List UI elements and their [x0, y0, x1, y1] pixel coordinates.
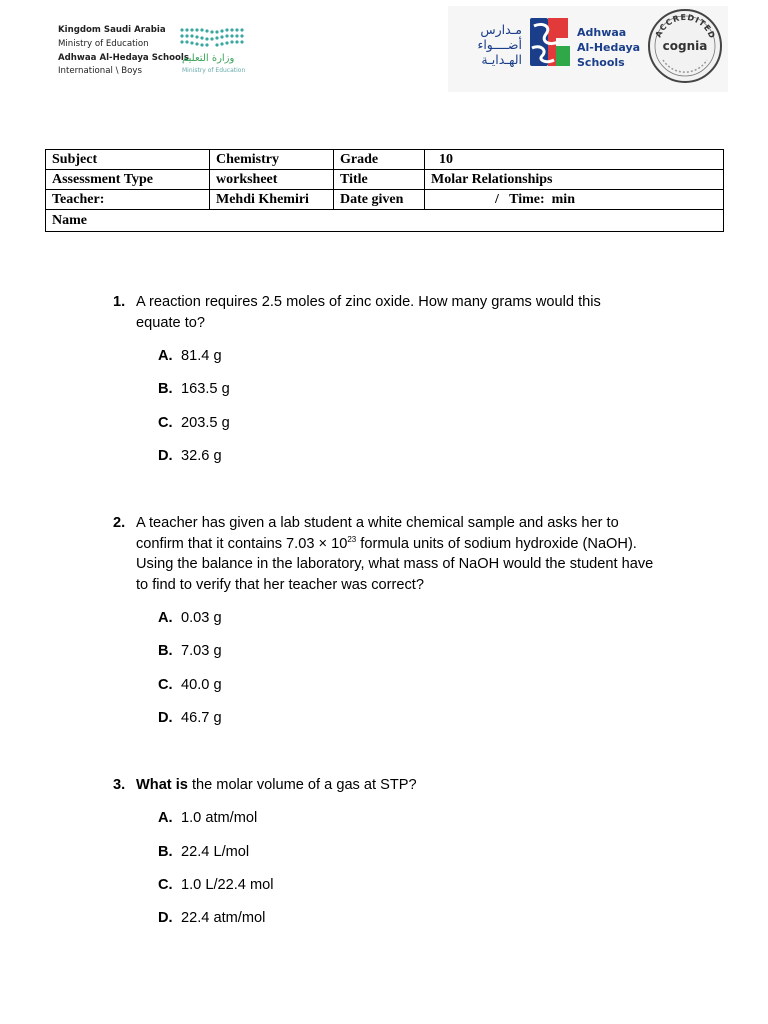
- school-arabic-line: مـدارس: [480, 22, 522, 37]
- header-section: International \ Boys: [58, 66, 142, 77]
- option-text: 163.5 g: [181, 381, 230, 397]
- question-text-line: to find to verify that her teacher was correct?: [136, 576, 424, 593]
- table-cell: 10: [425, 150, 724, 170]
- table-row: [46, 150, 724, 170]
- q2-option-c[interactable]: [158, 675, 222, 695]
- ministry-dots-icon: [178, 26, 244, 48]
- school-arabic-name: [456, 22, 522, 67]
- option-letter: A.: [158, 610, 173, 626]
- option-letter: D.: [158, 448, 173, 464]
- question-text-line: A reaction requires 2.5 moles of zinc oxide. How many grams would this: [136, 294, 601, 310]
- text-segment: confirm that it contains 7.03 × 10: [136, 535, 348, 552]
- option-text: 46.7 g: [181, 710, 222, 726]
- option-letter: A.: [158, 348, 173, 364]
- option-text: 7.03 g: [181, 643, 222, 659]
- table-row: [46, 190, 724, 210]
- table-cell: Chemistry: [210, 150, 334, 170]
- school-english-line: Schools: [577, 56, 625, 69]
- q3-option-b[interactable]: [158, 842, 249, 862]
- table-cell: Molar Relationships: [425, 170, 724, 190]
- question-number: 1.: [113, 294, 126, 310]
- table-cell: Assessment Type: [46, 170, 210, 190]
- q1-option-a[interactable]: [158, 346, 222, 366]
- q1-option-d[interactable]: [158, 446, 222, 466]
- q2-option-b[interactable]: [158, 641, 222, 661]
- seal-ring-text: ACCREDITED: [653, 12, 717, 41]
- question-text: [136, 292, 676, 333]
- header-country: Kingdom Saudi Arabia: [58, 25, 166, 35]
- header-ministry: Ministry of Education: [58, 38, 149, 49]
- question-text-line: Using the balance in the laboratory, what mass of NaOH would the student have: [136, 556, 654, 572]
- cognia-accreditation-seal: [645, 8, 725, 84]
- option-text: 40.0 g: [181, 677, 222, 693]
- q2-option-a[interactable]: [158, 608, 222, 628]
- question-text-line: equate to?: [136, 314, 205, 331]
- name-field[interactable]: Name: [46, 210, 724, 232]
- seal-brand-text: cognia: [662, 39, 708, 53]
- school-english-name: [577, 25, 640, 70]
- question-text-line: [136, 534, 676, 555]
- assessment-info-table: [45, 149, 724, 232]
- table-row: [46, 170, 724, 190]
- table-cell: worksheet: [210, 170, 334, 190]
- option-text: 1.0 L/22.4 mol: [181, 877, 274, 893]
- option-letter: C.: [158, 677, 173, 693]
- q3-option-d[interactable]: [158, 908, 265, 928]
- option-letter: C.: [158, 415, 173, 431]
- q3-option-a[interactable]: [158, 808, 257, 828]
- table-cell: Title: [334, 170, 425, 190]
- question-text-line: A teacher has given a lab student a white chemical sample and asks her to: [136, 515, 619, 531]
- q1-option-c[interactable]: [158, 413, 230, 433]
- question-text-rest: the molar volume of a gas at STP?: [187, 777, 417, 793]
- option-text: 203.5 g: [181, 415, 230, 431]
- table-row: [46, 210, 724, 232]
- option-text: 81.4 g: [181, 348, 222, 364]
- question-text: [136, 513, 676, 595]
- ministry-logo: [178, 26, 246, 78]
- header-left-text: [58, 24, 189, 79]
- table-cell: Subject: [46, 150, 210, 170]
- text-segment: formula units of sodium hydroxide (NaOH).: [356, 535, 637, 552]
- option-text: 22.4 atm/mol: [181, 910, 266, 926]
- question-lead: What is: [136, 777, 188, 793]
- option-text: 22.4 L/mol: [181, 844, 250, 860]
- school-english-line: Al-Hedaya: [577, 41, 641, 54]
- school-arabic-line: أضــــواء: [477, 37, 522, 52]
- ministry-english-name: Ministry of Education: [182, 67, 246, 74]
- q1-option-b[interactable]: [158, 379, 230, 399]
- q3-option-c[interactable]: [158, 875, 274, 895]
- option-letter: B.: [158, 643, 173, 659]
- school-arabic-line: الهـدايـة: [481, 52, 522, 67]
- option-text: 1.0 atm/mol: [181, 810, 258, 826]
- table-cell: Date given: [334, 190, 425, 210]
- question-text: [136, 775, 676, 796]
- option-letter: C.: [158, 877, 173, 893]
- question-number: 2.: [113, 515, 126, 531]
- table-cell: Grade: [334, 150, 425, 170]
- q2-option-d[interactable]: [158, 708, 222, 728]
- option-letter: D.: [158, 710, 173, 726]
- option-text: 0.03 g: [181, 610, 222, 626]
- option-letter: B.: [158, 844, 173, 860]
- school-emblem-icon: [526, 16, 572, 68]
- option-text: 32.6 g: [181, 448, 222, 464]
- table-cell: / Time: min: [425, 190, 724, 210]
- question-number: 3.: [113, 777, 126, 793]
- table-cell: Teacher:: [46, 190, 210, 210]
- school-english-line: Adhwaa: [577, 26, 627, 39]
- table-cell: Mehdi Khemiri: [210, 190, 334, 210]
- ministry-arabic-name: وزارة التعليم: [182, 53, 235, 64]
- option-letter: A.: [158, 810, 173, 826]
- exponent: 23: [347, 534, 357, 544]
- option-letter: B.: [158, 381, 173, 397]
- header-school: Adhwaa Al-Hedaya Schools: [58, 52, 189, 63]
- option-letter: D.: [158, 910, 173, 926]
